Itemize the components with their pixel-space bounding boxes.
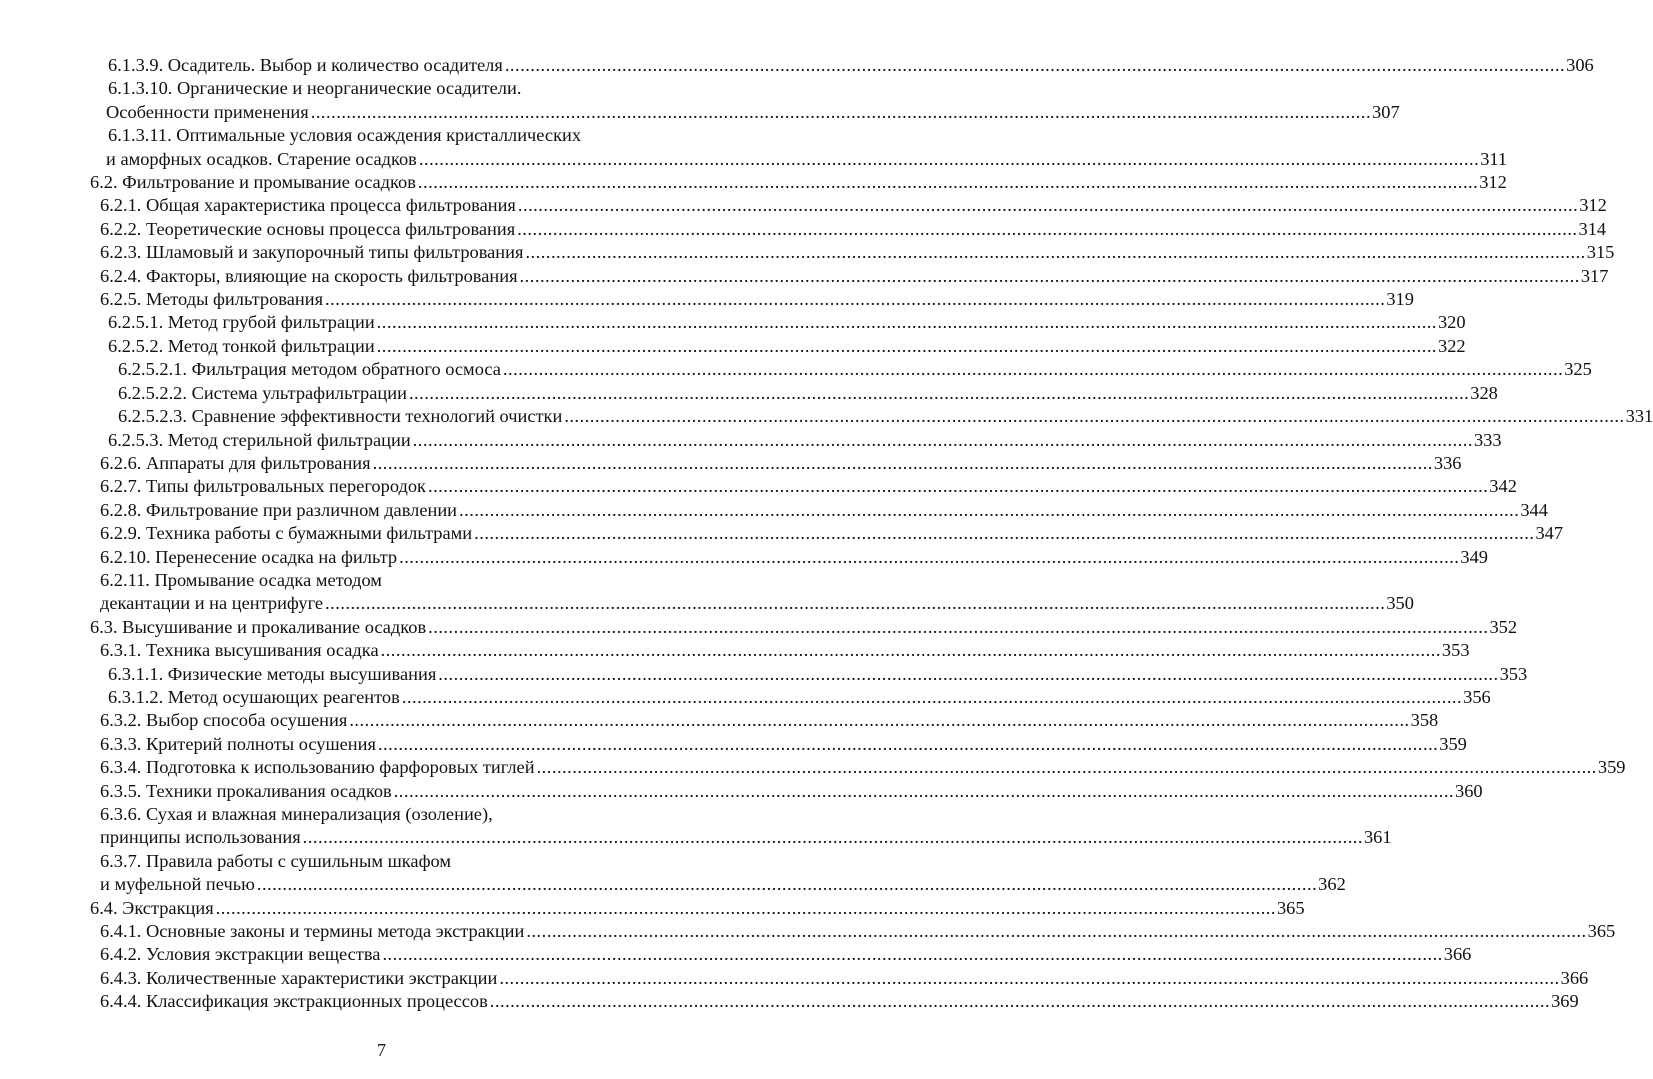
toc-entry-title: 6.2.5.2.2. Система ультрафильтрации	[118, 382, 407, 403]
toc-entry-title: 6.2.1. Общая характеристика процесса фильтрования	[100, 195, 516, 216]
toc-entry-title: 6.2.6. Аппараты для фильтрования	[100, 452, 371, 473]
toc-entry-title: декантации и на центрифуге	[100, 593, 324, 614]
toc-entry-page: 361	[1363, 827, 1392, 848]
toc-leader-dots	[428, 475, 1488, 498]
toc-entry-title: 6.4.4. Классификация экстракционных процессов	[100, 991, 488, 1012]
toc-leader-dots	[517, 218, 1577, 241]
toc-leader-dots	[381, 639, 1441, 662]
toc-entry-page: 369	[1551, 991, 1579, 1012]
toc-entry[interactable]	[0, 311, 1466, 334]
toc-entry[interactable]	[0, 452, 1462, 475]
toc-entry[interactable]	[0, 429, 1502, 452]
toc-entry[interactable]	[0, 897, 1305, 920]
toc-entry-page: 366	[1560, 967, 1589, 988]
toc-entry-page: 365	[1587, 921, 1616, 942]
toc-entry-title: 6.2.8. Фильтрование при различном давлении	[100, 499, 458, 520]
toc-entry-page: 322	[1438, 335, 1466, 356]
toc-entry[interactable]	[0, 265, 1609, 288]
toc-leader-dots	[413, 429, 1473, 452]
toc-entry[interactable]	[0, 569, 1414, 616]
toc-entry[interactable]	[0, 218, 1607, 241]
toc-entry-page: 359	[1439, 733, 1467, 754]
toc-leader-dots	[402, 686, 1462, 709]
toc-leader-dots	[438, 663, 1498, 686]
toc-leader-dots	[377, 335, 1437, 358]
page-number: 7	[377, 1040, 386, 1060]
toc-entry[interactable]	[0, 475, 1517, 498]
toc-entry-page: 358	[1410, 710, 1439, 731]
toc-leader-dots	[373, 452, 1433, 475]
toc-entry-title: 6.3. Высушивание и прокаливание осадков	[90, 616, 427, 637]
toc-entry[interactable]	[0, 241, 1615, 264]
toc-entry[interactable]	[0, 522, 1564, 545]
toc-entry[interactable]	[0, 943, 1472, 966]
toc-entry-page: 360	[1455, 780, 1483, 801]
toc-entry-page: 342	[1489, 476, 1517, 497]
toc-entry[interactable]	[0, 546, 1488, 569]
toc-leader-dots	[490, 990, 1550, 1013]
toc-entry-page: 362	[1318, 874, 1346, 895]
toc-entry-page: 366	[1443, 944, 1472, 965]
toc-entry-page: 336	[1433, 452, 1462, 473]
toc-leader-dots	[505, 54, 1565, 77]
toc-leader-dots	[377, 311, 1437, 334]
toc-leader-dots	[378, 733, 1438, 756]
toc-entry-title: Особенности применения	[106, 101, 309, 122]
toc-entry-title: 6.3.2. Выбор способа осушения	[100, 710, 348, 731]
toc-leader-dots	[399, 546, 1459, 569]
toc-entry-title: 6.2.10. Перенесение осадка на фильтр	[100, 546, 398, 567]
toc-entry[interactable]	[0, 382, 1498, 405]
toc-entry-title: 6.3.5. Техники прокаливания осадков	[100, 780, 392, 801]
toc-entry-title: 6.1.3.10. Органические и неорганические осадители.	[108, 78, 522, 99]
toc-entry[interactable]	[0, 499, 1548, 522]
toc-leader-dots	[325, 288, 1385, 311]
toc-entry[interactable]	[0, 194, 1607, 217]
toc-leader-dots	[499, 967, 1559, 990]
toc-entry-page: 344	[1520, 499, 1548, 520]
toc-entry-page: 352	[1489, 616, 1518, 637]
toc-entry-page: 349	[1460, 546, 1488, 567]
toc-leader-dots	[518, 194, 1578, 217]
toc-entry[interactable]	[0, 733, 1467, 756]
toc-leader-dots	[520, 265, 1580, 288]
toc-leader-dots	[525, 241, 1585, 264]
table-of-contents	[0, 54, 1653, 1014]
toc-entry-page: 312	[1579, 195, 1607, 216]
toc-entry-page: 353	[1441, 640, 1470, 661]
toc-entry-title: 6.2.11. Промывание осадка методом	[100, 569, 382, 590]
toc-entry-title: и муфельной печью	[100, 874, 255, 895]
toc-leader-dots	[311, 101, 1371, 124]
toc-entry-page: 333	[1473, 429, 1502, 450]
toc-entry[interactable]	[0, 54, 1594, 77]
toc-leader-dots	[537, 756, 1597, 779]
toc-entry-title: 6.3.7. Правила работы с сушильным шкафом	[100, 850, 451, 871]
toc-entry-title: 6.2.9. Техника работы с бумажными фильтрами	[100, 523, 473, 544]
toc-entry-page: 320	[1437, 312, 1466, 333]
toc-entry-page: 325	[1564, 359, 1592, 380]
toc-entry-title: 6.2.7. Типы фильтровальных перегородок	[100, 476, 426, 497]
toc-entry-title: и аморфных осадков. Старение осадков	[106, 148, 417, 169]
toc-entry-page: 314	[1578, 218, 1607, 239]
toc-entry-title: 6.2.2. Теоретические основы процесса фильтрования	[100, 218, 516, 239]
toc-entry-title: 6.2.5.2.1. Фильтрация методом обратного осмоса	[118, 359, 501, 380]
toc-leader-dots	[459, 499, 1519, 522]
toc-entry[interactable]	[0, 920, 1616, 943]
toc-entry-page: 317	[1580, 265, 1609, 286]
toc-leader-dots	[428, 616, 1488, 639]
toc-entry-title: 6.2.5.2.3. Сравнение эффективности технологий очистки	[118, 406, 563, 427]
toc-entry-page: 353	[1499, 663, 1528, 684]
toc-entry[interactable]	[0, 709, 1439, 732]
toc-entry-title: 6.3.4. Подготовка к использованию фарфоровых тиглей	[100, 757, 535, 778]
toc-entry-page: 307	[1372, 101, 1400, 122]
toc-entry-page: 312	[1479, 172, 1507, 193]
toc-entry[interactable]	[0, 639, 1470, 662]
toc-leader-dots	[418, 171, 1478, 194]
toc-entry-title: 6.2.5.3. Метод стерильной фильтрации	[108, 429, 411, 450]
toc-entry-page: 331	[1625, 406, 1653, 427]
toc-leader-dots	[257, 873, 1317, 896]
toc-entry[interactable]	[0, 990, 1579, 1013]
toc-entry-title: 6.2.5.1. Метод грубой фильтрации	[108, 312, 375, 333]
toc-entry-title: 6.3.3. Критерий полноты осушения	[100, 733, 376, 754]
toc-entry-title: 6.2.4. Факторы, влияющие на скорость фильтрования	[100, 265, 518, 286]
toc-entry[interactable]	[0, 288, 1414, 311]
toc-leader-dots	[394, 780, 1454, 803]
toc-leader-dots	[409, 382, 1469, 405]
toc-entry-page: 315	[1586, 242, 1615, 263]
toc-entry-title: 6.3.1. Техника высушивания осадка	[100, 640, 379, 661]
toc-leader-dots	[325, 592, 1385, 615]
toc-leader-dots	[303, 826, 1363, 849]
toc-leader-dots	[564, 405, 1624, 428]
toc-entry-title: 6.3.6. Сухая и влажная минерализация (озоление),	[100, 804, 493, 824]
toc-entry[interactable]	[0, 967, 1589, 990]
toc-entry[interactable]	[0, 124, 1508, 171]
toc-entry[interactable]	[0, 405, 1653, 428]
toc-entry[interactable]	[0, 780, 1483, 803]
toc-entry-title: 6.3.1.2. Метод осушающих реагентов	[108, 686, 400, 707]
toc-entry[interactable]	[0, 335, 1466, 358]
toc-leader-dots	[382, 943, 1442, 966]
toc-leader-dots	[526, 920, 1586, 943]
toc-entry-page: 328	[1470, 382, 1498, 403]
toc-entry[interactable]	[0, 686, 1491, 709]
toc-entry-title: 6.2. Фильтрование и промывание осадков	[90, 172, 416, 193]
toc-entry-page: 359	[1597, 757, 1626, 778]
toc-entry-page: 347	[1535, 523, 1564, 544]
toc-entry-title: 6.4.2. Условия экстракции вещества	[100, 944, 381, 965]
toc-leader-dots	[419, 148, 1479, 171]
toc-entry-title: 6.4.1. Основные законы и термины метода экстракции	[100, 921, 525, 942]
toc-entry-title: 6.1.3.9. Осадитель. Выбор и количество осадителя	[108, 55, 503, 75]
toc-leader-dots	[474, 522, 1534, 545]
toc-entry-title: 6.2.3. Шламовый и закупорочный типы фильтрования	[100, 242, 524, 263]
toc-entry[interactable]	[0, 77, 1400, 124]
toc-entry[interactable]	[0, 171, 1507, 194]
toc-entry-title: 6.2.5.2. Метод тонкой фильтрации	[108, 335, 375, 356]
toc-entry-title: 6.3.1.1. Физические методы высушивания	[108, 663, 437, 684]
toc-leader-dots	[349, 709, 1409, 732]
toc-leader-dots	[216, 897, 1276, 920]
toc-entry-title: 6.4.3. Количественные характеристики экстракции	[100, 967, 498, 988]
toc-entry-page: 319	[1386, 289, 1414, 310]
toc-entry-title: принципы использования	[100, 827, 301, 848]
toc-entry[interactable]	[0, 850, 1346, 897]
toc-leader-dots	[503, 358, 1563, 381]
toc-entry-page: 306	[1566, 55, 1594, 75]
toc-entry[interactable]	[0, 616, 1518, 639]
toc-entry-page: 356	[1463, 686, 1491, 707]
toc-entry[interactable]	[0, 803, 1392, 850]
toc-entry[interactable]	[0, 756, 1626, 779]
toc-entry-page: 311	[1480, 148, 1508, 169]
toc-entry[interactable]	[0, 358, 1592, 381]
toc-entry-title: 6.4. Экстракция	[90, 897, 214, 918]
toc-entry-title: 6.2.5. Методы фильтрования	[100, 289, 324, 310]
toc-entry-page: 365	[1276, 897, 1305, 918]
toc-entry[interactable]	[0, 663, 1528, 686]
toc-entry-page: 350	[1386, 593, 1414, 614]
toc-entry-title: 6.1.3.11. Оптимальные условия осаждения кристаллических	[108, 125, 582, 146]
